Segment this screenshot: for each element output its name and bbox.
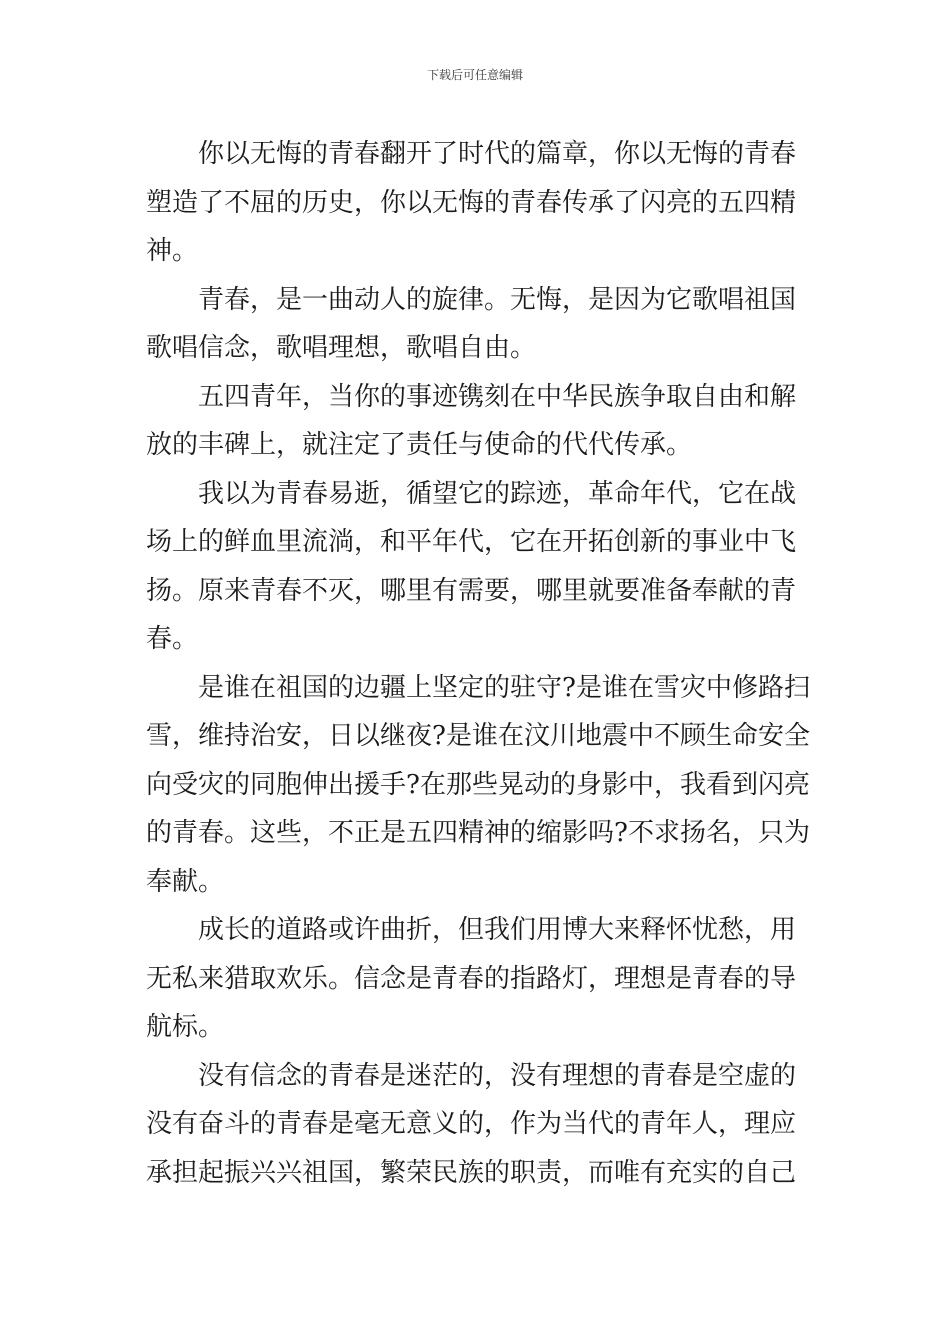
- text-line: 奉献。: [146, 866, 225, 897]
- text-line: 雪，维持治安，日以继夜?是谁在汶川地震中不顾生命安全: [146, 721, 810, 751]
- text-line: 春。: [146, 624, 199, 654]
- text-line: 没有信念的青春是迷茫的，没有理想的青春是空虚的: [198, 1060, 797, 1091]
- paragraph: [146, 276, 808, 373]
- page-header: 下载后可任意编辑: [426, 68, 523, 82]
- text-line: 青春，是一曲动人的旋律。无悔，是因为它歌唱祖国: [198, 284, 797, 315]
- text-line: 成长的道路或许曲折，但我们用博大来释怀忧愁，用: [198, 915, 797, 945]
- paragraph: [146, 664, 808, 907]
- paragraph: [146, 470, 808, 664]
- paragraph: [146, 906, 808, 1052]
- text-line: 场上的鲜血里流淌，和平年代，它在开拓创新的事业中飞: [146, 527, 797, 557]
- text-line: 承担起振兴兴祖国，繁荣民族的职责，而唯有充实的自己: [146, 1157, 797, 1188]
- text-line: 航标。: [146, 1012, 225, 1042]
- text-line: 向受灾的同胞伸出援手?在那些晃动的身影中，我看到闪亮: [146, 769, 810, 800]
- text-line: 五四青年，当你的事迹镌刻在中华民族争取自由和解: [198, 381, 797, 412]
- paragraph: [146, 1052, 808, 1198]
- text-line: 神。: [146, 236, 199, 266]
- text-line: 我以为青春易逝，循望它的踪迹，革命年代，它在战: [198, 478, 797, 509]
- text-line: 没有奋斗的青春是毫无意义的，作为当代的青年人，理应: [146, 1109, 797, 1139]
- text-line: 无私来猎取欢乐。信念是青春的指路灯，理想是青春的导: [146, 963, 797, 994]
- text-line: 放的丰碑上，就注定了责任与使命的代代传承。: [146, 430, 693, 460]
- text-line: 是谁在祖国的边疆上坚定的驻守?是谁在雪灾中修路扫: [198, 672, 810, 703]
- text-line: 扬。原来青春不灭，哪里有需要，哪里就要准备奉献的青: [146, 575, 797, 606]
- text-line: 歌唱信念，歌唱理想，歌唱自由。: [146, 333, 537, 363]
- text-line: 的青春。这些，不正是五四精神的缩影吗?不求扬名，只为: [146, 818, 810, 848]
- article-body: [146, 130, 808, 1197]
- paragraph: [146, 130, 808, 276]
- text-line: 你以无悔的青春翻开了时代的篇章，你以无悔的青春: [198, 139, 797, 169]
- paragraph: [146, 373, 808, 470]
- text-line: 塑造了不屈的历史，你以无悔的青春传承了闪亮的五四精: [146, 187, 797, 218]
